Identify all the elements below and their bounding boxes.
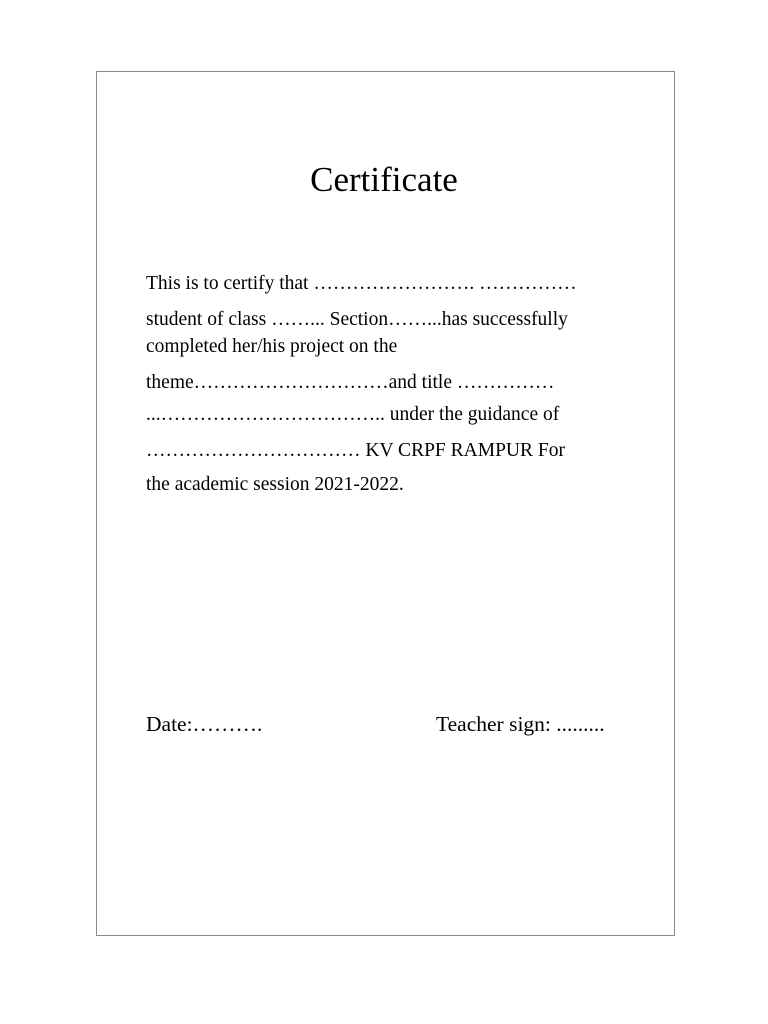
body-line-4: theme…………………………and title …………… <box>146 372 555 393</box>
body-line-5: ...…………………………….. under the guidance of <box>146 404 560 425</box>
body-line-7: the academic session 2021-2022. <box>146 474 404 495</box>
certificate-title: Certificate <box>310 160 458 199</box>
body-line-6: …………………………… KV CRPF RAMPUR For <box>146 440 565 461</box>
body-line-3: completed her/his project on the <box>146 336 398 357</box>
teacher-sign-field: Teacher sign: ......... <box>436 712 605 736</box>
date-field: Date:………. <box>146 712 263 736</box>
body-line-2: student of class ……... Section……...has successfully <box>146 309 568 330</box>
body-line-1: This is to certify that ……………………. …………… <box>146 273 577 294</box>
